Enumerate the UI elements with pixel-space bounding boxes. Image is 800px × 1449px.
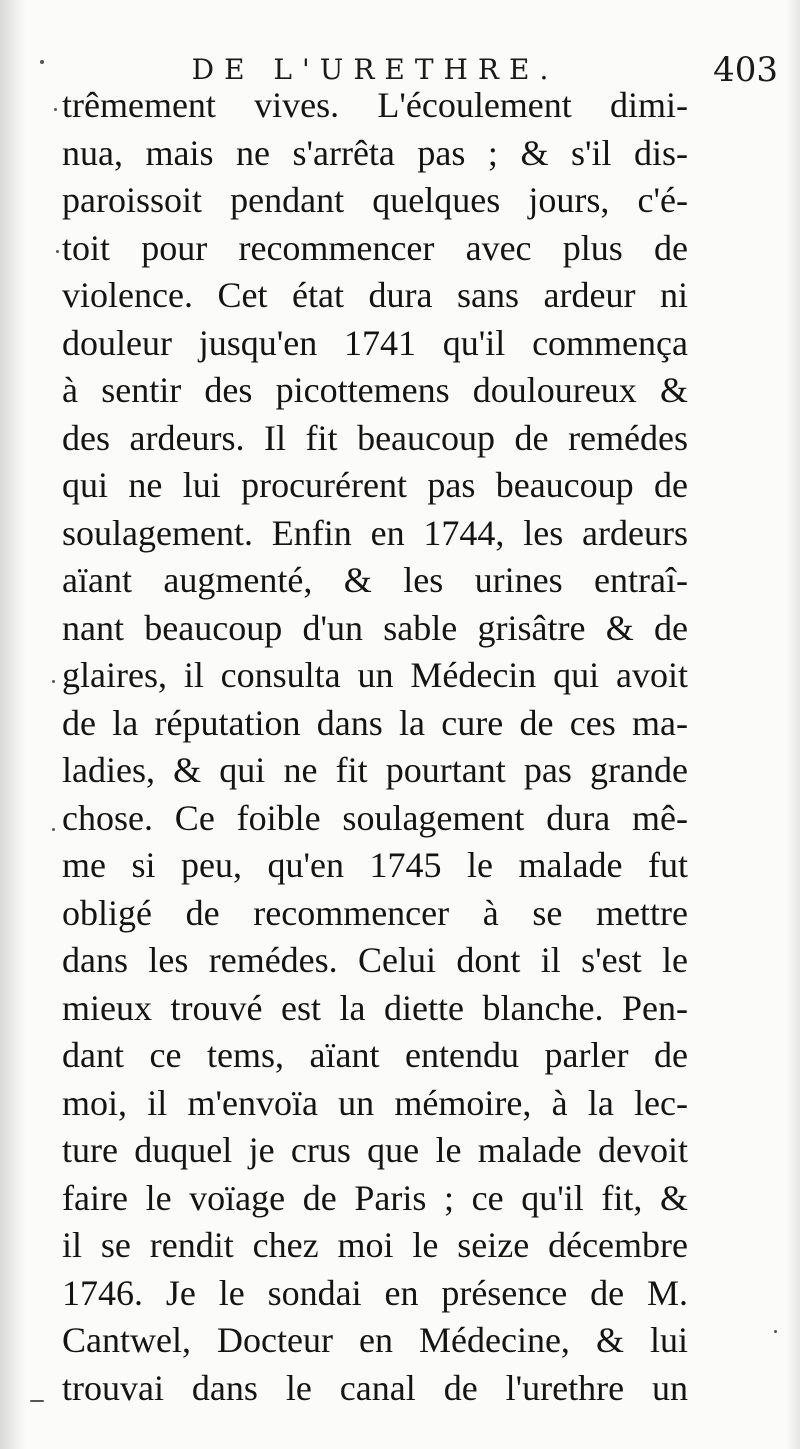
text-line: obligé de recommencer à se mettre <box>62 892 688 933</box>
text-line: ture duquel je crus que le malade devoit <box>62 1130 688 1170</box>
text-line: qui ne lui procurérent pas beaucoup de <box>62 465 688 505</box>
text-line: à sentir des picottemens douloureux & <box>62 370 688 410</box>
body-text <box>62 82 688 1412</box>
running-head: DE L'URETHRE. <box>191 53 559 86</box>
text-line: glaires, il consulta un Médecin qui avoit <box>62 655 688 695</box>
text-line: il se rendit chez moi le seize décembre <box>62 1225 688 1265</box>
text-line: paroissoit pendant quelques jours, c'é- <box>62 180 688 220</box>
text-line: douleur jusqu'en 1741 qu'il commença <box>62 322 688 363</box>
text-line: nant beaucoup d'un sable grisâtre & de <box>62 607 688 648</box>
text-line: mieux trouvé est la diette blanche. Pen- <box>62 987 688 1028</box>
text-line: chose. Ce foible soulagement dura mê- <box>62 797 688 838</box>
text-line: aïant augmenté, & les urines entraî- <box>62 560 688 600</box>
ink-speck <box>30 1400 44 1402</box>
text-line: dans les remédes. Celui dont il s'est le <box>62 940 688 980</box>
text-line: trouvai dans le canal de l'urethre un <box>62 1367 688 1408</box>
text-line: 1746. Je le sondai en présence de M. <box>62 1272 688 1313</box>
gutter-shadow <box>0 0 26 1449</box>
text-line: violence. Cet état dura sans ardeur ni <box>62 275 688 315</box>
text-line: dant ce tems, aïant entendu parler de <box>62 1035 688 1075</box>
text-line: soulagement. Enfin en 1744, les ardeurs <box>62 512 688 553</box>
ink-speck <box>54 108 57 111</box>
text-line: nua, mais ne s'arrêta pas ; & s'il dis- <box>62 132 688 173</box>
text-line: me si peu, qu'en 1745 le malade fut <box>62 845 688 885</box>
text-line: toit pour recommencer avec plus de <box>62 227 688 268</box>
text-line: Cantwel, Docteur en Médecine, & lui <box>62 1320 688 1360</box>
text-line: faire le voïage de Paris ; ce qu'il fit, & <box>62 1177 688 1218</box>
ink-speck <box>52 828 55 831</box>
text-line: des ardeurs. Il fit beaucoup de remédes <box>62 417 688 458</box>
page-number: 403 <box>713 50 778 90</box>
text-line: de la réputation dans la cure de ces ma- <box>62 702 688 743</box>
text-line: trêmement vives. L'écoulement dimi- <box>62 85 688 125</box>
ink-speck <box>774 1330 777 1333</box>
ink-speck <box>52 680 55 683</box>
ink-speck <box>56 250 59 253</box>
text-line: ladies, & qui ne fit pourtant pas grande <box>62 750 688 790</box>
text-line: moi, il m'envoïa un mémoire, à la lec- <box>62 1082 688 1123</box>
page-edge <box>786 0 800 1449</box>
ink-speck <box>40 60 44 64</box>
